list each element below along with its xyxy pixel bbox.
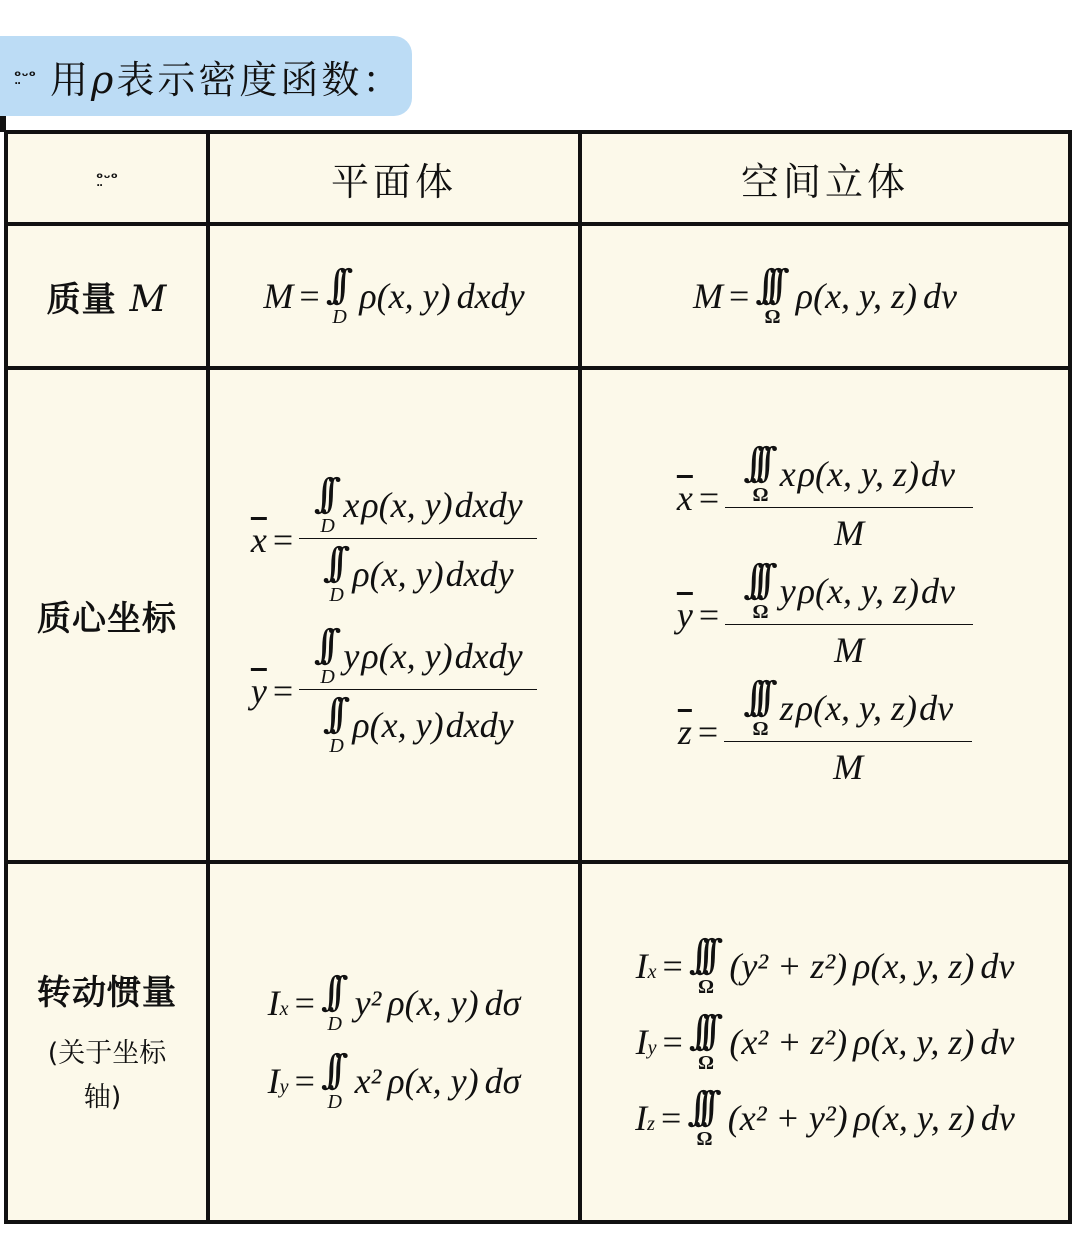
Ix-space-formula: I x = ∫∫∫ Ω (y² + z²) ρ(x, y, z) dv	[635, 932, 1015, 998]
row-header-inertia	[8, 864, 206, 1220]
formula-table	[4, 130, 1072, 1224]
header-title: 用ρ表示密度函数：	[49, 57, 404, 102]
ybar-space-formula: $\overline{y}$ = ∫∫∫ Ω y ρ(x, y, z) dv M	[677, 560, 973, 671]
xbar-space-formula: $\overline{x}$ = ∫∫∫ Ω x ρ(x, y, z) dv M	[677, 443, 973, 554]
ybar-plane-formula: $\overline{y}$ = ∫∫ D y ρ(x, y) dxdy ∫∫ D ρ(x, y) dxdy	[251, 625, 537, 756]
inertia-label: 转动惯量	[37, 972, 177, 1013]
corner-cell	[8, 134, 206, 222]
row-header-centroid: 质心坐标	[37, 598, 177, 639]
Iy-space-formula: I y = ∫∫∫ Ω (x² + z²) ρ(x, y, z) dv	[635, 1008, 1015, 1074]
xbar-plane-formula: $\overline{x}$ = ∫∫ D x ρ(x, y) dxdy ∫∫ D ρ(x, y) dxdy	[251, 474, 537, 605]
Ix-plane-formula: I x = ∫∫ D y² ρ(x, y) dσ	[267, 969, 521, 1035]
inertia-space-formulas	[582, 864, 1068, 1220]
centroid-space-formulas	[582, 370, 1068, 860]
Iy-plane-formula: I y = ∫∫ D x² ρ(x, y) dσ	[267, 1047, 521, 1113]
Iz-space-formula: I z = ∫∫∫ Ω (x² + y²) ρ(x, y, z) dv	[635, 1084, 1015, 1150]
centroid-plane-formulas	[210, 370, 578, 860]
face-emoticon-icon: ᵒ̤ᵕᵒ	[14, 67, 36, 85]
face-emoticon-icon: ᵒ̤ᵕᵒ	[96, 169, 118, 187]
mass-space-formula: M = ∫∫∫ Ω ρ(x, y, z) dv	[692, 262, 958, 328]
col-header-plane: 平面体	[330, 159, 457, 204]
section-header	[0, 36, 412, 116]
mass-plane-formula: M = ∫∫ D ρ(x, y) dxdy	[263, 262, 525, 328]
row-header-mass: 质量 M	[46, 278, 168, 320]
zbar-space-formula: $\overline{z}$ = ∫∫∫ Ω z ρ(x, y, z) dv M	[678, 677, 972, 788]
col-header-space: 空间立体	[740, 159, 909, 204]
inertia-note: (关于坐标 轴)	[47, 1037, 167, 1113]
inertia-plane-formulas	[210, 864, 578, 1220]
